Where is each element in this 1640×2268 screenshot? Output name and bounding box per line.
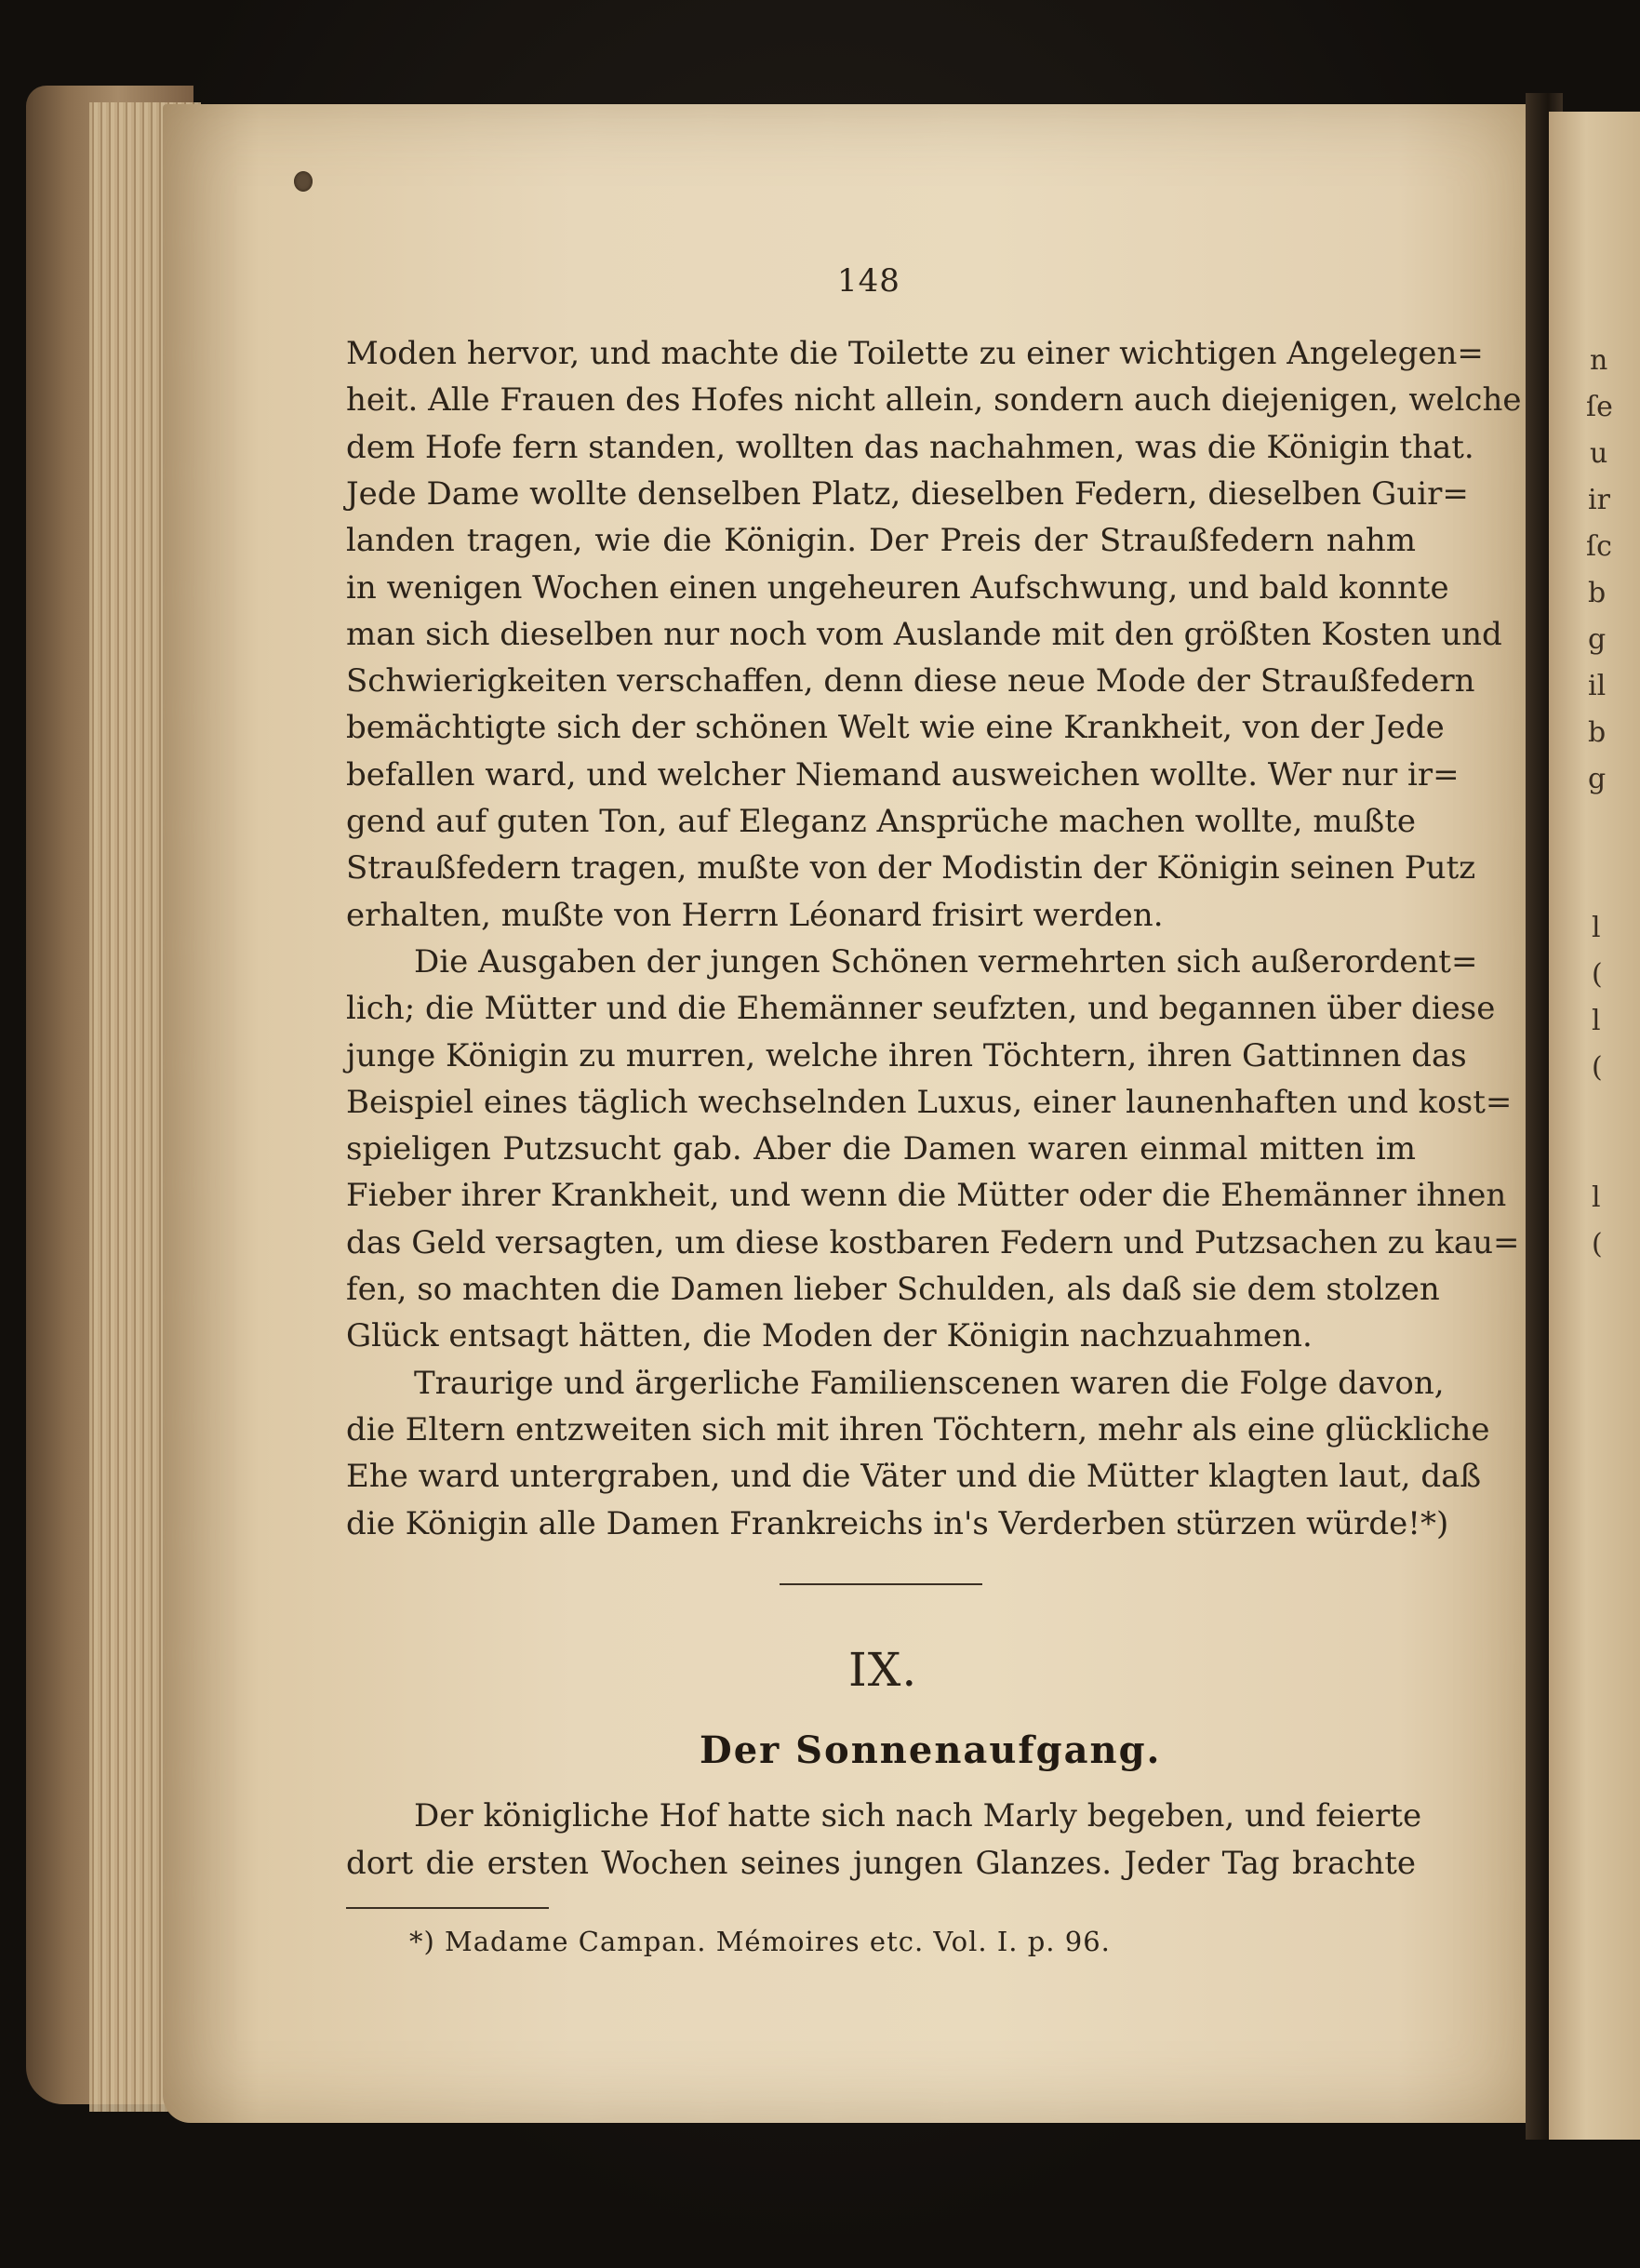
text-line: erhalten, mußte von Herrn Léonard frisirt werden. [346,896,1164,934]
text-line: das Geld versagten, um diese kostbaren Federn und Putzsachen zu kau= [346,1223,1520,1261]
right-page-fragment: b [1588,716,1607,749]
right-page-fragment: ( [1592,958,1603,991]
text-line: junge Königin zu murren, welche ihren Töchtern, ihren Gattinnen das [346,1036,1467,1074]
text-line: Ehe ward untergraben, und die Väter und die Mütter klagten laut, daß [346,1458,1482,1496]
text-line: Fieber ihrer Krankheit, und wenn die Mütter oder die Ehemänner ihnen [346,1177,1507,1215]
text-line: lich; die Mütter und die Ehemänner seufzten, und begannen über diese [346,990,1496,1028]
text-line: Straußfedern tragen, mußte von der Modistin der Königin seinen Putz [346,849,1476,887]
chapter-number: IX. [848,1643,918,1697]
right-page-fragment: b [1588,577,1607,609]
right-page-fragment: il [1588,670,1607,702]
text-line: in wenigen Wochen einen ungeheuren Aufschwung, und bald konnte [346,568,1449,607]
right-page-fragment: ( [1592,1051,1603,1084]
chapter-text-line: dort die ersten Wochen seines jungen Glanzes. Jeder Tag brachte [346,1845,1416,1882]
text-line: die Eltern entzweiten sich mit ihren Töchtern, mehr als eine glückliche [346,1410,1490,1448]
text-line: landen tragen, wie die Königin. Der Preis der Straußfedern nahm [346,522,1416,560]
text-line: bemächtigte sich der schönen Welt wie eine Krankheit, von der Jede [346,709,1445,747]
section-divider [780,1583,982,1585]
text-line: man sich dieselben nur noch vom Auslande mit den größten Kosten und [346,615,1502,653]
text-line: Traurige und ärgerliche Familienscenen waren die Folge davon, [414,1364,1445,1402]
text-line: fen, so machten die Damen lieber Schulden, als daß sie dem stolzen [346,1271,1440,1308]
right-page-fragment: ir [1588,484,1610,516]
right-page-fragment: ſe [1586,391,1613,423]
right-page-fragment: l [1592,1181,1601,1214]
text-line: heit. Alle Frauen des Hofes nicht allein, sondern auch diejenigen, welche [346,381,1522,420]
footnote: *) Madame Campan. Mémoires etc. Vol. I. p. 96. [409,1926,1111,1957]
page-hole-mark [294,171,313,192]
text-line: befallen ward, und welcher Niemand ausweichen wollte. Wer nur ir= [346,755,1460,794]
right-page-fragment: l [1592,912,1601,944]
right-page-fragment: ſc [1586,530,1612,563]
text-line: Schwierigkeiten verschaffen, denn diese neue Mode der Straußfedern [346,662,1475,700]
text-line: Beispiel eines täglich wechselnden Luxus, einer launenhaften und kost= [346,1083,1513,1121]
text-line: gend auf guten Ton, auf Eleganz Ansprüche machen wollte, mußte [346,803,1416,840]
text-line: die Königin alle Damen Frankreichs in's Verderben stürzen würde!*) [346,1504,1449,1542]
text-line: Jede Dame wollte denselben Platz, dieselben Federn, dieselben Guir= [346,474,1469,513]
page-number: 148 [837,262,900,300]
right-page-fragment: u [1590,437,1608,470]
chapter-title: Der Sonnenaufgang. [700,1728,1162,1772]
text-line: Glück entsagt hätten, die Moden der Königin nachzuahmen. [346,1317,1313,1355]
right-page-fragment: l [1592,1005,1601,1037]
text-line: dem Hofe fern standen, wollten das nachahmen, was die Königin that. [346,428,1474,466]
right-page-fragment: n [1590,344,1608,377]
right-page-edge [1549,112,1640,2140]
right-page-fragment: g [1588,763,1607,795]
text-line: Moden hervor, und machte die Toilette zu einer wichtigen Angelegen= [346,335,1484,372]
text-line: spieligen Putzsucht gab. Aber die Damen waren einmal mitten im [346,1130,1416,1168]
right-page-fragment: ( [1592,1228,1603,1261]
right-page-fragment: g [1588,623,1607,656]
text-line: Die Ausgaben der jungen Schönen vermehrten sich außerordent= [414,942,1478,981]
footnote-rule [346,1907,549,1909]
chapter-text-line: Der königliche Hof hatte sich nach Marly begeben, und feierte [414,1797,1422,1834]
